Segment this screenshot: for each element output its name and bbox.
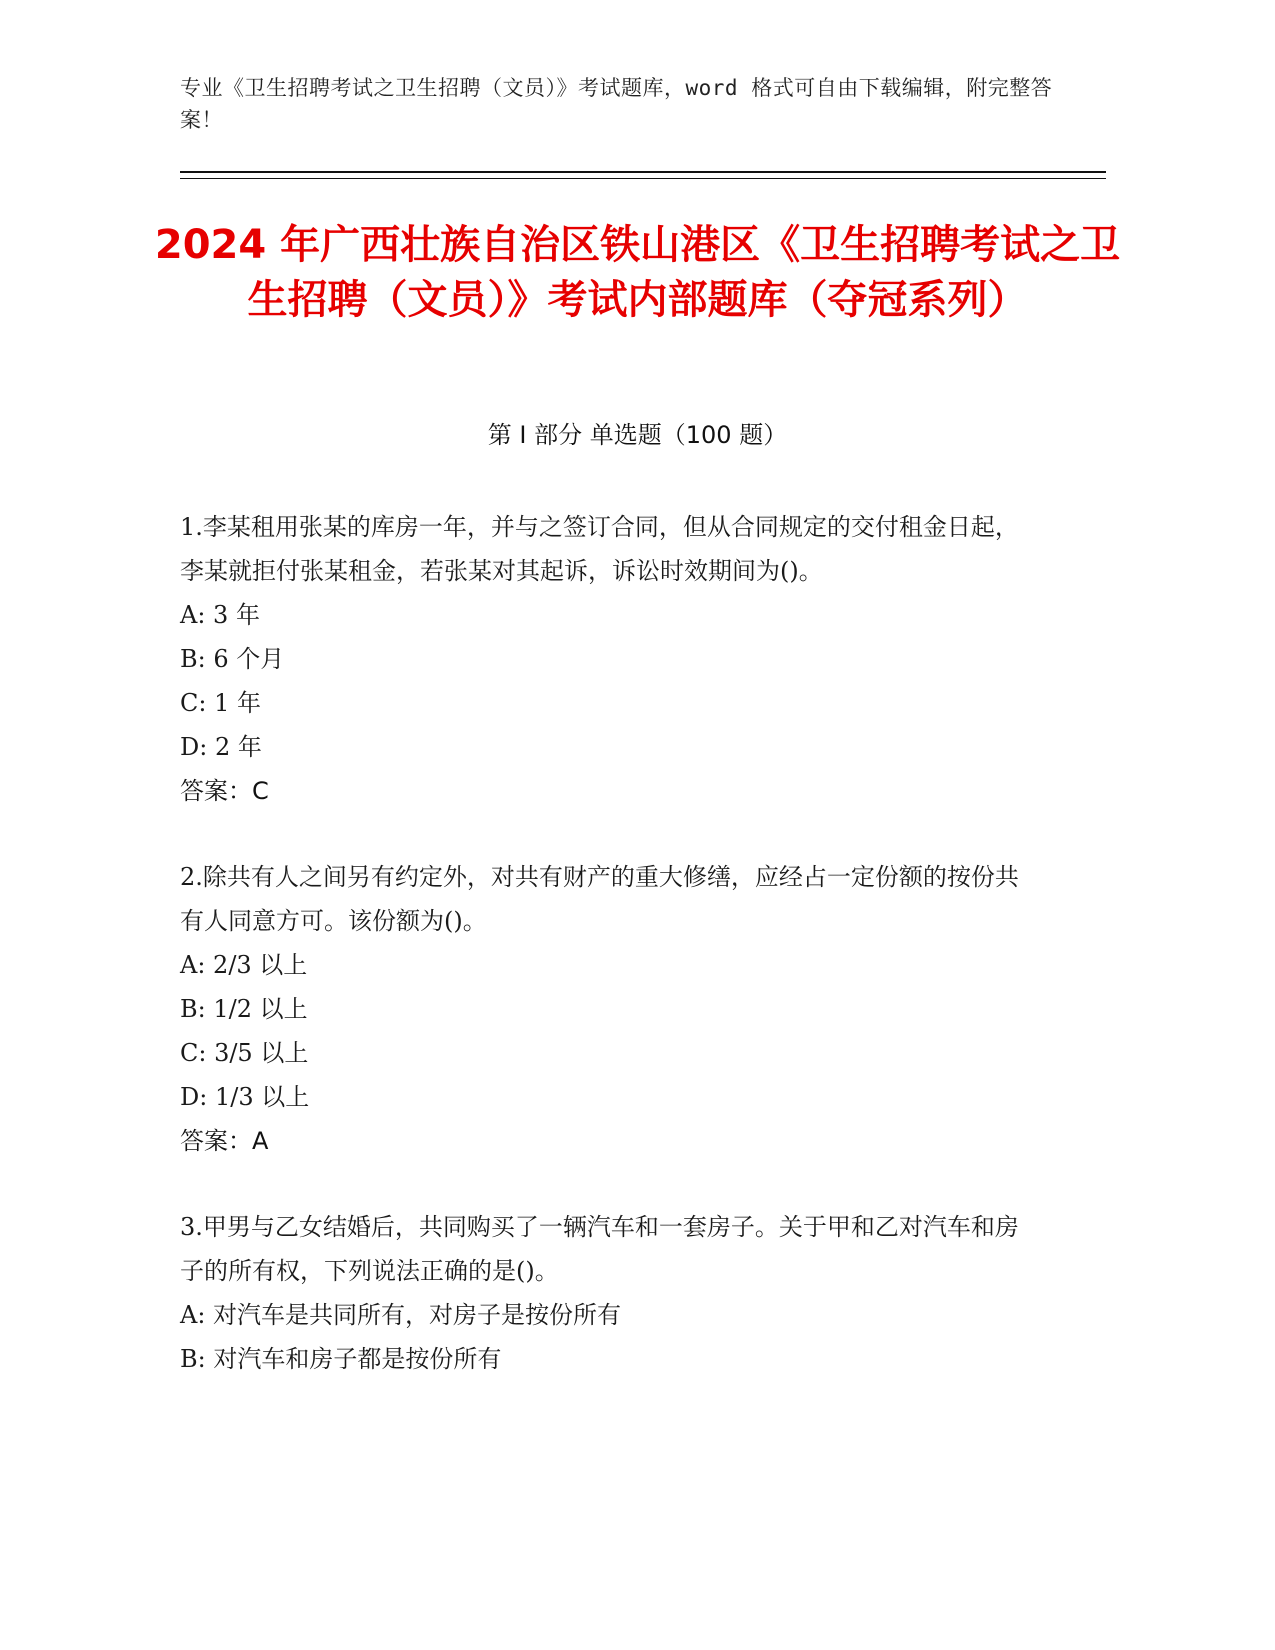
answer: 答案：A <box>180 1127 269 1155</box>
question-3 <box>180 1205 1020 1381</box>
option-a: A: 2/3 以上 <box>180 951 308 979</box>
option-d: D: 2 年 <box>180 733 262 761</box>
question-stem: 1.李某租用张某的库房一年，并与之签订合同，但从合同规定的交付租金日起，李某就拒付张某租金，若张某对其起诉，诉讼时效期间为()。 <box>180 513 1019 585</box>
option-a: A: 对汽车是共同所有，对房子是按份所有 <box>180 1301 622 1329</box>
answer: 答案：C <box>180 777 269 805</box>
option-c: C: 3/5 以上 <box>180 1039 309 1067</box>
option-a: A: 3 年 <box>180 601 260 629</box>
document-title: 2024 年广西壮族自治区铁山港区《卫生招聘考试之卫生招聘（文员）》考试内部题库（夺冠系列） <box>154 222 1121 323</box>
option-d: D: 1/3 以上 <box>180 1083 310 1111</box>
question-list <box>180 505 1020 1423</box>
question-1 <box>180 505 1020 813</box>
option-b: B: 6 个月 <box>180 645 285 673</box>
option-b: B: 1/2 以上 <box>180 995 308 1023</box>
header-divider-thin <box>180 178 1106 179</box>
question-stem: 2.除共有人之间另有约定外，对共有财产的重大修缮，应经占一定份额的按份共有人同意方可。该份额为()。 <box>180 863 1019 935</box>
header-note: 专业《卫生招聘考试之卫生招聘（文员）》考试题库，word 格式可自由下载编辑，附完整答案！ <box>180 76 1053 132</box>
option-b: B: 对汽车和房子都是按份所有 <box>180 1345 502 1373</box>
section-heading: 第 I 部分 单选题（100 题） <box>487 421 788 449</box>
question-2 <box>180 855 1020 1163</box>
option-c: C: 1 年 <box>180 689 261 717</box>
question-stem: 3.甲男与乙女结婚后，共同购买了一辆汽车和一套房子。关于甲和乙对汽车和房子的所有权，下列说法正确的是()。 <box>180 1213 1019 1285</box>
header-divider-thick <box>180 171 1106 173</box>
